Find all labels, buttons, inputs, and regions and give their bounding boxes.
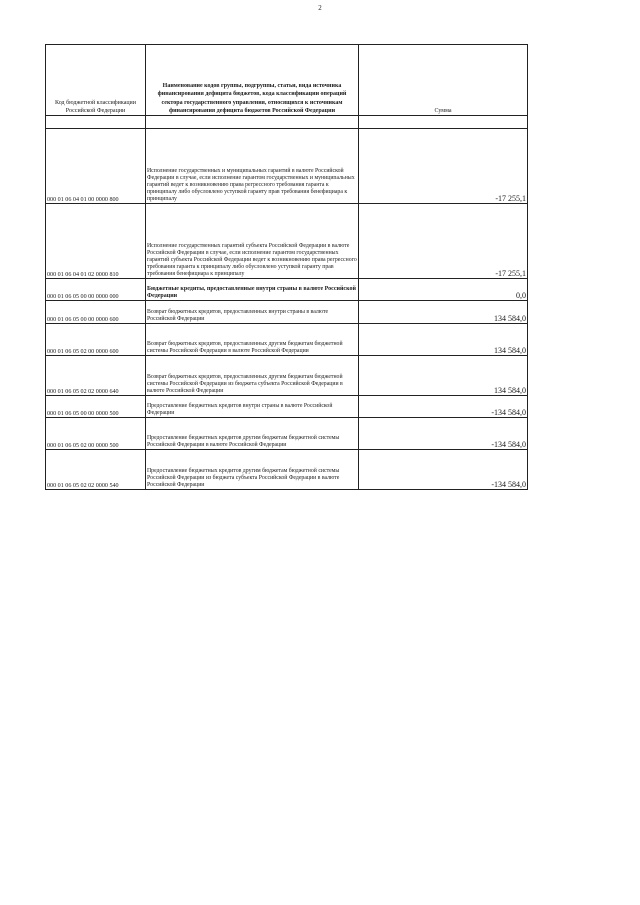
row-code: 000 01 06 05 02 02 0000 540 <box>46 450 146 490</box>
table-row <box>46 204 528 279</box>
table-row <box>46 356 528 396</box>
spacer-cell <box>146 116 359 129</box>
table-row <box>46 396 528 418</box>
table-row <box>46 450 528 490</box>
spacer-cell <box>46 116 146 129</box>
row-name: Исполнение государственных и муниципальных гарантий в валюте Российской Федерации в случае, если исполнение гарантом государственных и муниципальных гарантий ведет к возникновению права регрессного требования гаранта к принципалу либо обусловлено уступкой гаранту прав требования бенефициара к принципалу <box>146 129 359 204</box>
page-number: 2 <box>318 4 322 12</box>
row-name: Предоставление бюджетных кредитов другим бюджетам бюджетной системы Российской Федерации в валюте Российской Федерации <box>146 418 359 450</box>
header-code: Код бюджетной классификации Российской Федерации <box>46 45 146 116</box>
row-amount: 134 584,0 <box>359 356 528 396</box>
table-body <box>46 116 528 490</box>
header-sum: Сумма <box>359 45 528 116</box>
table-header <box>46 45 528 116</box>
row-amount: -134 584,0 <box>359 450 528 490</box>
table-row <box>46 418 528 450</box>
row-code: 000 01 06 05 00 00 0000 000 <box>46 279 146 301</box>
row-amount: 134 584,0 <box>359 301 528 324</box>
header-name: Наименование кодов группы, подгруппы, статьи, вида источника финансирования дефицита бюджетов, кода классификации операций сектора государственного управления, относящихся к источникам финансирования дефицита бюджетов Российской Федерации <box>146 45 359 116</box>
row-name: Предоставление бюджетных кредитов внутри страны в валюте Российской Федерации <box>146 396 359 418</box>
row-name: Бюджетные кредиты, предоставленные внутри страны в валюте Российской Федерации <box>146 279 359 301</box>
row-name: Возврат бюджетных кредитов, предоставленных другим бюджетам бюджетной системы Российской Федерации в валюте Российской Федерации <box>146 324 359 356</box>
row-code: 000 01 06 04 01 02 0000 810 <box>46 204 146 279</box>
row-name: Возврат бюджетных кредитов, предоставленных другим бюджетам бюджетной системы Российской Федерации из бюджета субъекта Российской Федерации в валюте Российской Федерации <box>146 356 359 396</box>
table-spacer-row <box>46 116 528 129</box>
row-code: 000 01 06 04 01 00 0000 800 <box>46 129 146 204</box>
row-amount: 0,0 <box>359 279 528 301</box>
spacer-cell <box>359 116 528 129</box>
row-name: Исполнение государственных гарантий субъекта Российской Федерации в валюте Российской Федерации в случае, если исполнение гарантом государственных гарантий субъекта Российской Федерации ведет к возникновению права регрессного требования гаранта к принципалу либо обусловлено уступкой гаранту прав требования бенефициара к принципалу <box>146 204 359 279</box>
row-amount: -134 584,0 <box>359 418 528 450</box>
table-row <box>46 129 528 204</box>
row-code: 000 01 06 05 02 00 0000 600 <box>46 324 146 356</box>
row-amount: -134 584,0 <box>359 396 528 418</box>
row-amount: -17 255,1 <box>359 204 528 279</box>
table-row <box>46 279 528 301</box>
row-amount: 134 584,0 <box>359 324 528 356</box>
row-name: Возврат бюджетных кредитов, предоставленных внутри страны в валюте Российской Федерации <box>146 301 359 324</box>
row-code: 000 01 06 05 02 02 0000 640 <box>46 356 146 396</box>
row-amount: -17 255,1 <box>359 129 528 204</box>
row-name: Предоставление бюджетных кредитов другим бюджетам бюджетной системы Российской Федерации из бюджета субъекта Российской Федерации в валюте Российской Федерации <box>146 450 359 490</box>
table-row <box>46 301 528 324</box>
row-code: 000 01 06 05 00 00 0000 600 <box>46 301 146 324</box>
sources-table <box>45 44 528 490</box>
table-row <box>46 324 528 356</box>
row-code: 000 01 06 05 02 00 0000 500 <box>46 418 146 450</box>
row-code: 000 01 06 05 00 00 0000 500 <box>46 396 146 418</box>
